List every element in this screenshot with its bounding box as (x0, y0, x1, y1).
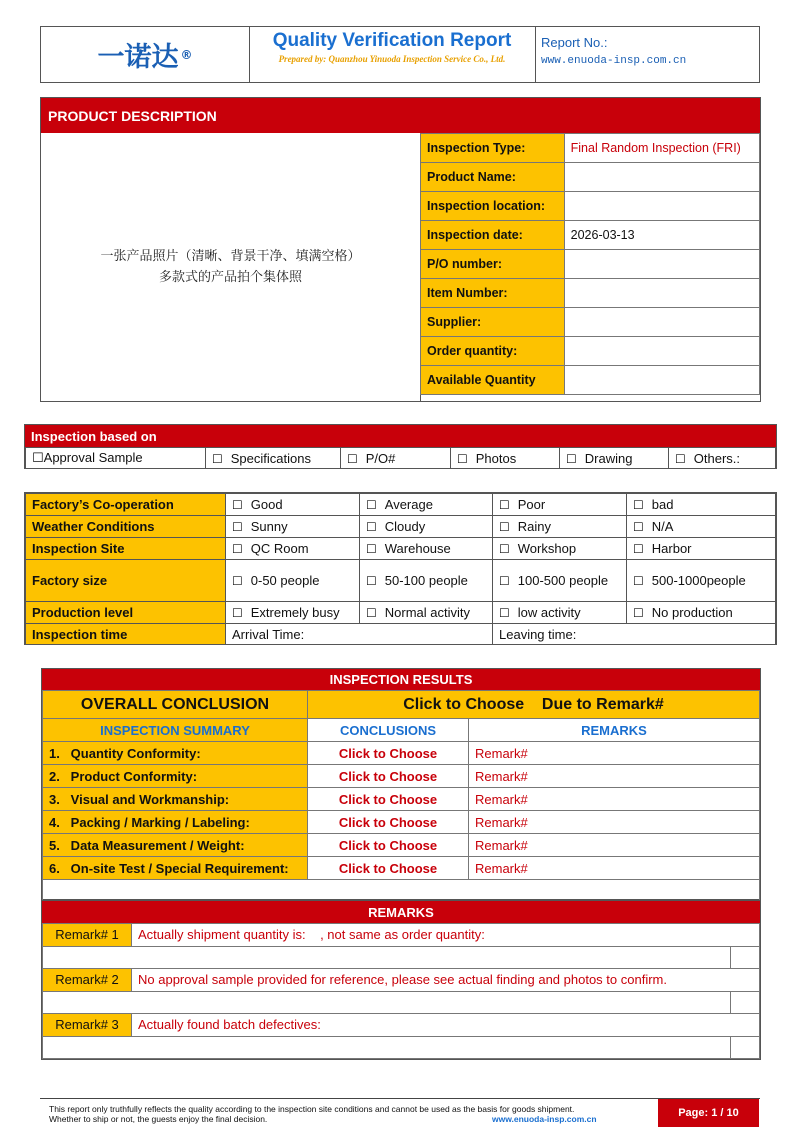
remark-field[interactable]: Remark# (469, 857, 760, 880)
checkbox-empty-icon[interactable]: ☐ (633, 606, 644, 620)
inspection-based-title: Inspection based on (25, 425, 776, 447)
remark-field[interactable]: Remark# (469, 788, 760, 811)
result-item-label: 2. Product Conformity: (43, 765, 308, 788)
checkbox-empty-icon[interactable]: ☐ (366, 606, 377, 620)
condition-option[interactable] (360, 494, 493, 516)
field-label: Inspection Type: (421, 134, 565, 163)
condition-option[interactable] (493, 538, 627, 560)
condition-option[interactable] (627, 560, 776, 602)
condition-option[interactable] (360, 516, 493, 538)
remark-label: Remark# 3 (43, 1014, 132, 1037)
checkbox-empty-icon[interactable]: ☐ (366, 498, 377, 512)
field-label: Supplier: (421, 308, 565, 337)
company-logo (41, 27, 250, 82)
field-row (421, 279, 760, 308)
inspection-based-section (24, 424, 777, 469)
inspection-results-table (42, 690, 760, 903)
conclusion-dropdown[interactable]: Click to Choose (308, 811, 469, 834)
inspection-time-label: Inspection time (26, 624, 226, 645)
report-no-label: Report No.: (541, 35, 608, 50)
registered-mark: ® (180, 47, 193, 62)
condition-option[interactable] (493, 494, 627, 516)
checkbox-empty-icon[interactable]: ☐ (499, 606, 510, 620)
option-label: Poor (517, 497, 546, 512)
field-label: Product Name: (421, 163, 565, 192)
conclusion-dropdown[interactable]: Click to Choose (308, 765, 469, 788)
remark-text[interactable]: Actually shipment quantity is: , not same as order quantity: (132, 924, 760, 947)
option-label: Cloudy (384, 519, 426, 534)
report-header (40, 26, 760, 83)
option-label: ☐Approval Sample (32, 450, 143, 465)
option-label: Extremely busy (250, 605, 340, 620)
overall-conclusion-row (43, 691, 760, 719)
condition-label: Factory size (26, 560, 226, 602)
field-row (421, 134, 760, 163)
remark-row (43, 969, 760, 992)
field-value[interactable]: Final Random Inspection (FRI) (564, 134, 759, 163)
condition-row (26, 494, 776, 516)
field-row (421, 366, 760, 395)
checkbox-empty-icon[interactable]: ☐ (499, 520, 510, 534)
blank-cell[interactable] (731, 1036, 760, 1059)
checkbox-empty-icon[interactable]: ☐ (566, 451, 577, 466)
blank-cell[interactable] (731, 991, 760, 1014)
condition-option[interactable] (226, 602, 360, 624)
option-label: Rainy (517, 519, 552, 534)
option-label: P/O# (365, 450, 396, 466)
option-approval-sample[interactable] (26, 448, 206, 469)
option-label: Normal activity (384, 605, 471, 620)
condition-option[interactable] (493, 560, 627, 602)
result-row (43, 834, 760, 857)
remarks-title: REMARKS (42, 901, 760, 923)
product-fields-table (420, 133, 760, 395)
title-block (249, 27, 536, 82)
field-value[interactable] (564, 366, 759, 395)
option-label: Workshop (517, 541, 577, 556)
option-label: Average (384, 497, 433, 512)
field-row (421, 250, 760, 279)
option-label: Specifications (230, 450, 311, 466)
option-specifications[interactable] (206, 448, 341, 469)
checkbox-empty-icon[interactable]: ☐ (633, 520, 644, 534)
checkbox-empty-icon[interactable]: ☐ (347, 451, 358, 466)
option-label: 50-100 people (384, 573, 468, 588)
page-indicator: Page: 1 / 10 (658, 1099, 759, 1127)
condition-option[interactable] (226, 560, 360, 602)
field-row (421, 163, 760, 192)
checkbox-empty-icon[interactable]: ☐ (366, 542, 377, 556)
col-remarks: REMARKS (469, 719, 760, 742)
result-item-label: 4. Packing / Marking / Labeling: (43, 811, 308, 834)
logo-text: 一诺达 (97, 42, 179, 73)
field-label: P/O number: (421, 250, 565, 279)
condition-option[interactable] (226, 538, 360, 560)
checkbox-empty-icon[interactable]: ☐ (499, 542, 510, 556)
blank-cell[interactable] (43, 1036, 731, 1059)
checkbox-empty-icon[interactable]: ☐ (633, 498, 644, 512)
disclaimer-line1: This report only truthfully reflects the quality according to the inspection site conditions and cannot be used as the basis for goods shipment. (49, 1104, 575, 1114)
condition-option[interactable] (360, 602, 493, 624)
condition-row (26, 602, 776, 624)
field-row (421, 221, 760, 250)
checkbox-empty-icon[interactable]: ☐ (499, 574, 510, 588)
field-value[interactable] (564, 250, 759, 279)
disclaimer-line2: Whether to ship or not, the guests enjoy the final decision. (49, 1114, 268, 1124)
factory-conditions-table (25, 493, 776, 645)
checkbox-empty-icon[interactable]: ☐ (232, 498, 243, 512)
footer-divider (40, 1098, 760, 1099)
field-row (421, 192, 760, 221)
result-row (43, 742, 760, 765)
condition-option[interactable] (627, 602, 776, 624)
blank-cell[interactable] (43, 991, 731, 1014)
arrival-time-field[interactable]: Arrival Time: (226, 624, 493, 645)
field-value[interactable]: 2026-03-13 (564, 221, 759, 250)
field-value[interactable] (564, 163, 759, 192)
results-header-row (43, 719, 760, 742)
field-label: Inspection date: (421, 221, 565, 250)
footer-website[interactable]: www.enuoda-insp.com.cn (492, 1114, 597, 1124)
checkbox-empty-icon[interactable]: ☐ (232, 542, 243, 556)
field-label: Order quantity: (421, 337, 565, 366)
option-label: low activity (517, 605, 581, 620)
option-label: Others.: (693, 450, 741, 466)
conclusion-dropdown[interactable]: Click to Choose (308, 788, 469, 811)
remark-field[interactable]: Remark# (469, 765, 760, 788)
condition-option[interactable] (360, 538, 493, 560)
remark-text[interactable]: Actually found batch defectives: (132, 1014, 760, 1037)
remark-field[interactable]: Remark# (469, 742, 760, 765)
condition-row (26, 538, 776, 560)
checkbox-empty-icon[interactable]: ☐ (232, 520, 243, 534)
field-value[interactable] (564, 337, 759, 366)
result-item-label: 5. Data Measurement / Weight: (43, 834, 308, 857)
remark-blank-row (43, 991, 760, 1014)
overall-conclusion-value[interactable]: Click to Choose Due to Remark# (308, 691, 760, 719)
checkbox-empty-icon[interactable]: ☐ (366, 574, 377, 588)
remark-field[interactable]: Remark# (469, 834, 760, 857)
option-label: 100-500 people (517, 573, 609, 588)
result-row (43, 765, 760, 788)
result-row (43, 788, 760, 811)
checkbox-empty-icon[interactable]: ☐ (675, 451, 686, 466)
option-photos[interactable] (451, 448, 560, 469)
condition-row (26, 516, 776, 538)
remark-blank-row (43, 946, 760, 969)
result-item-label: 3. Visual and Workmanship: (43, 788, 308, 811)
inspection-time-row (26, 624, 776, 645)
remark-row (43, 1014, 760, 1037)
report-title: Quality Verification Report (272, 30, 512, 51)
photo-instruction-line1: 一张产品照片（清晰、背景干净、填满空格） (100, 249, 361, 264)
condition-option[interactable] (493, 602, 627, 624)
condition-option[interactable] (627, 494, 776, 516)
factory-conditions-section (24, 492, 777, 645)
checkbox-empty-icon[interactable]: ☐ (633, 542, 644, 556)
checkbox-empty-icon[interactable]: ☐ (232, 574, 243, 588)
leaving-time-field[interactable]: Leaving time: (493, 624, 776, 645)
remarks-section (41, 900, 761, 1060)
option-label: No production (651, 605, 733, 620)
remark-blank-row (43, 1036, 760, 1059)
option-label: bad (651, 497, 674, 512)
product-description-section (40, 97, 761, 402)
remark-row (43, 924, 760, 947)
checkbox-empty-icon[interactable]: ☐ (212, 451, 223, 466)
field-label: Item Number: (421, 279, 565, 308)
overall-conclusion-label: OVERALL CONCLUSION (43, 691, 308, 719)
remark-label: Remark# 2 (43, 969, 132, 992)
field-row (421, 337, 760, 366)
checkbox-empty-icon[interactable]: ☐ (457, 451, 468, 466)
remark-field[interactable]: Remark# (469, 811, 760, 834)
result-row (43, 811, 760, 834)
option-label: Photos (475, 450, 517, 466)
condition-option[interactable] (493, 516, 627, 538)
product-photo-placeholder[interactable] (41, 133, 421, 401)
inspection-results-section (41, 668, 761, 900)
option-label: 0-50 people (250, 573, 320, 588)
report-number-block (535, 27, 759, 82)
website-text: www.enuoda-insp.com.cn (541, 55, 687, 67)
condition-row (26, 560, 776, 602)
remark-text[interactable]: No approval sample provided for reference, please see actual finding and photos to confirm. (132, 969, 760, 992)
inspection-based-options (25, 447, 776, 469)
blank-cell[interactable] (43, 946, 731, 969)
option-label: 500-1000people (651, 573, 746, 588)
option-label: N/A (651, 519, 674, 534)
prepared-by: Prepared by: Quanzhou Yinuoda Inspection Service Co., Ltd. (278, 54, 506, 64)
condition-option[interactable] (627, 516, 776, 538)
condition-label: Inspection Site (26, 538, 226, 560)
col-inspection-summary: INSPECTION SUMMARY (43, 719, 308, 742)
field-label: Available Quantity (421, 366, 565, 395)
product-description-title: PRODUCT DESCRIPTION (41, 98, 760, 133)
field-value[interactable] (564, 279, 759, 308)
option-drawing[interactable] (560, 448, 669, 469)
condition-option[interactable] (226, 494, 360, 516)
conclusion-dropdown[interactable]: Click to Choose (308, 742, 469, 765)
blank-cell[interactable] (731, 946, 760, 969)
option-label: Drawing (584, 450, 633, 466)
conclusion-dropdown[interactable]: Click to Choose (308, 857, 469, 880)
option-label: Warehouse (384, 541, 451, 556)
option-label: Sunny (250, 519, 288, 534)
option-others[interactable] (669, 448, 776, 469)
field-value[interactable] (564, 308, 759, 337)
condition-label: Factory’s Co-operation (26, 494, 226, 516)
remark-label: Remark# 1 (43, 924, 132, 947)
condition-label: Production level (26, 602, 226, 624)
field-row (421, 308, 760, 337)
checkbox-empty-icon[interactable]: ☐ (633, 574, 644, 588)
photo-instruction-line2: 多款式的产品拍个集体照 (158, 270, 302, 285)
result-row (43, 857, 760, 880)
condition-option[interactable] (627, 538, 776, 560)
col-conclusions: CONCLUSIONS (308, 719, 469, 742)
checkbox-empty-icon[interactable]: ☐ (366, 520, 377, 534)
checkbox-empty-icon[interactable]: ☐ (499, 498, 510, 512)
condition-option[interactable] (360, 560, 493, 602)
option-po[interactable] (341, 448, 451, 469)
option-label: QC Room (250, 541, 309, 556)
checkbox-empty-icon[interactable]: ☐ (232, 606, 243, 620)
field-label: Inspection location: (421, 192, 565, 221)
result-item-label: 1. Quantity Conformity: (43, 742, 308, 765)
condition-label: Weather Conditions (26, 516, 226, 538)
inspection-results-title: INSPECTION RESULTS (42, 669, 760, 690)
condition-option[interactable] (226, 516, 360, 538)
conclusion-dropdown[interactable]: Click to Choose (308, 834, 469, 857)
option-label: Good (250, 497, 283, 512)
remarks-table (42, 923, 760, 1059)
result-item-label: 6. On-site Test / Special Requirement: (43, 857, 308, 880)
field-value[interactable] (564, 192, 759, 221)
option-label: Harbor (651, 541, 692, 556)
